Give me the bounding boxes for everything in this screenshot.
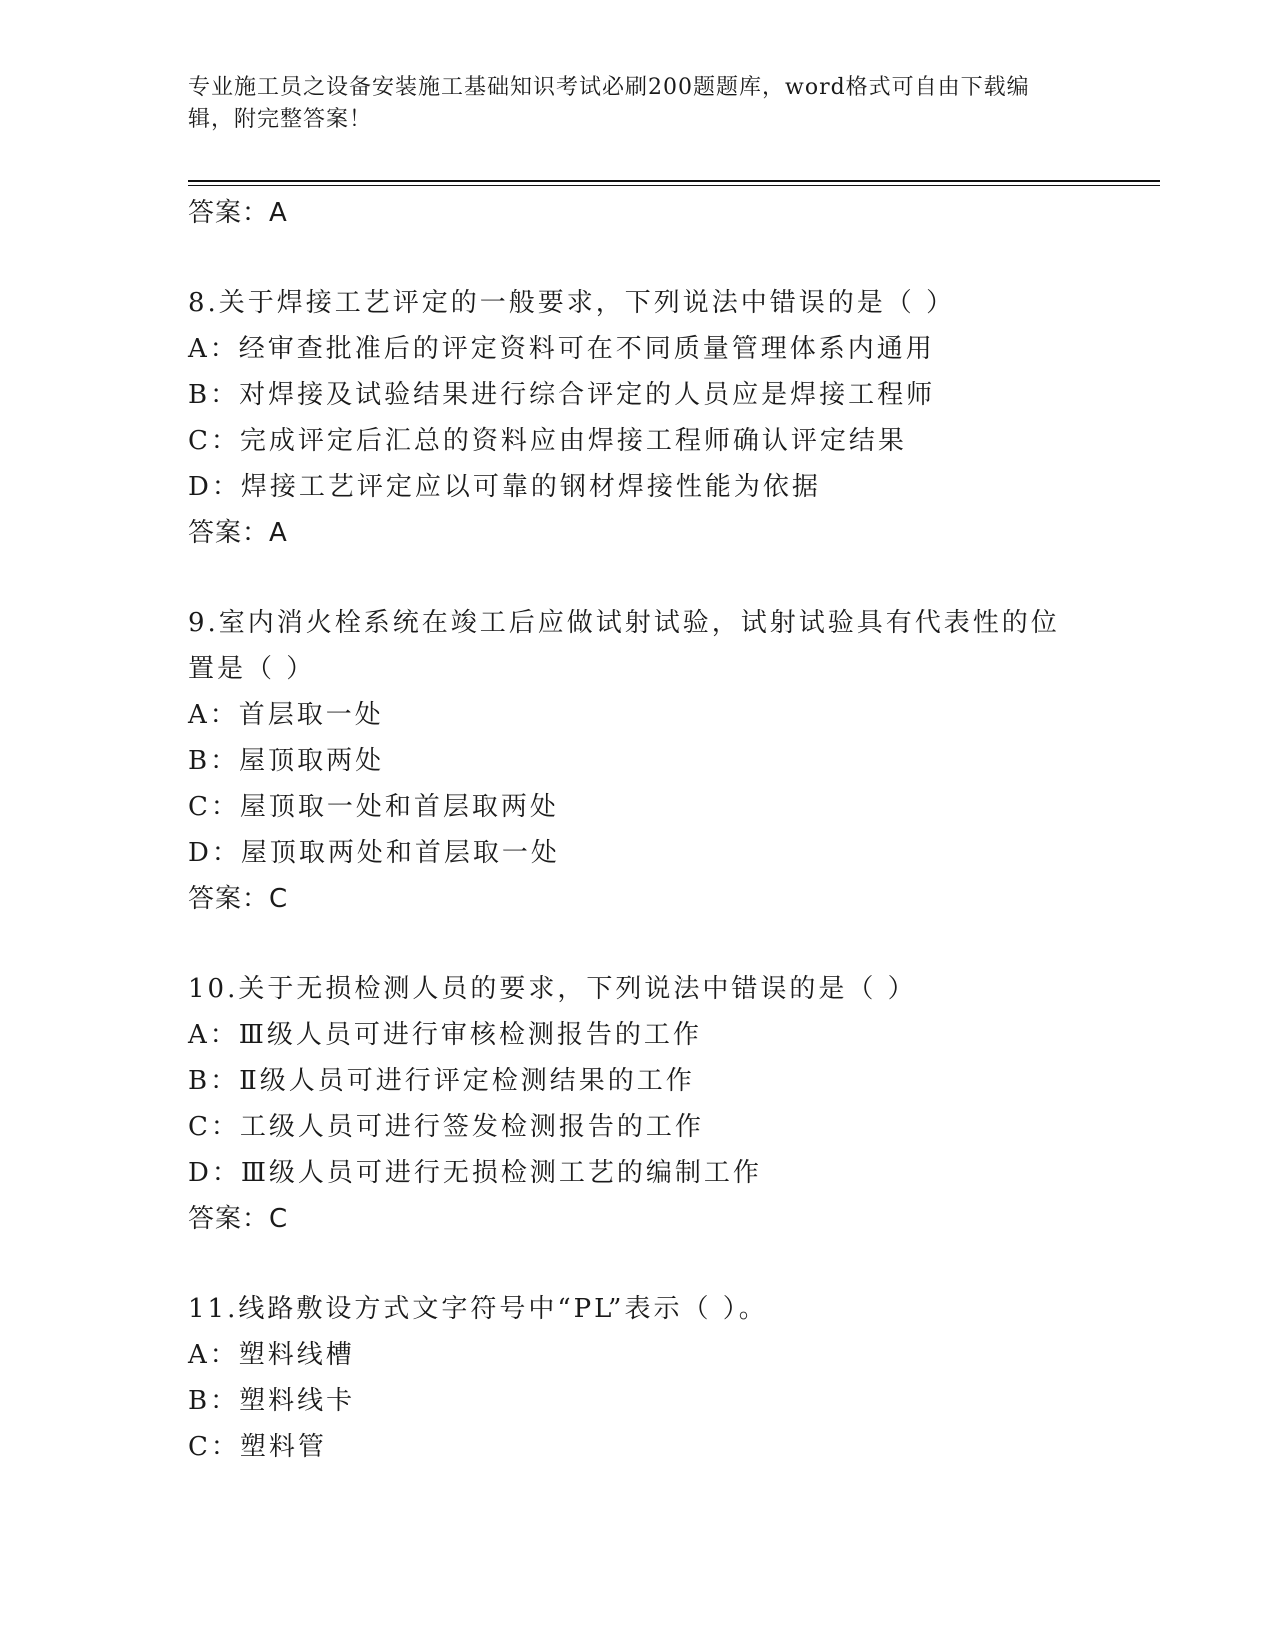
option-d: D：焊接工艺评定应以可靠的钢材焊接性能为依据 (188, 472, 821, 502)
question-11 (188, 1286, 1088, 1470)
question-stem: 10.关于无损检测人员的要求，下列说法中错误的是（ ） (188, 974, 917, 1004)
option-a: A：塑料线槽 (188, 1340, 355, 1370)
question-9 (188, 600, 1088, 922)
document-header: 专业施工员之设备安装施工基础知识考试必刷200题题库，word格式可自由下载编辑，附完整答案！ (188, 75, 1030, 132)
answer: 答案：C (188, 1204, 289, 1234)
option-a: A：Ⅲ级人员可进行审核检测报告的工作 (188, 1020, 702, 1050)
answer: 答案：C (188, 884, 289, 914)
option-b: B：Ⅱ级人员可进行评定检测结果的工作 (188, 1066, 695, 1096)
option-c: C：塑料管 (188, 1432, 327, 1462)
question-stem: 11.线路敷设方式文字符号中“PL”表示（ ）。 (188, 1294, 768, 1324)
document-body (188, 190, 1088, 1470)
option-b: B：屋顶取两处 (188, 746, 385, 776)
option-b: B：塑料线卡 (188, 1386, 356, 1416)
option-c: C：工级人员可进行签发检测报告的工作 (188, 1112, 704, 1142)
question-8 (188, 280, 1088, 556)
option-d: D：Ⅲ级人员可进行无损检测工艺的编制工作 (188, 1158, 762, 1188)
option-d: D：屋顶取两处和首层取一处 (188, 838, 560, 868)
option-c: C：屋顶取一处和首层取两处 (188, 792, 559, 822)
option-a: A：首层取一处 (188, 700, 384, 730)
question-stem: 8.关于焊接工艺评定的一般要求，下列说法中错误的是（ ） (188, 288, 956, 318)
question-stem-line-2: 置是（ ） (188, 654, 316, 684)
header-rule-thin (188, 185, 1160, 186)
question-stem-line-1: 9.室内消火栓系统在竣工后应做试射试验，试射试验具有代表性的位 (188, 608, 1060, 638)
option-c: C：完成评定后汇总的资料应由焊接工程师确认评定结果 (188, 426, 907, 456)
option-b: B：对焊接及试验结果进行综合评定的人员应是焊接工程师 (188, 380, 936, 410)
answer: 答案：A (188, 518, 288, 548)
header-rule-thick (188, 180, 1160, 182)
option-a: A：经审查批准后的评定资料可在不同质量管理体系内通用 (188, 334, 935, 364)
question-10 (188, 966, 1088, 1242)
answer-previous: 答案：A (188, 198, 288, 228)
